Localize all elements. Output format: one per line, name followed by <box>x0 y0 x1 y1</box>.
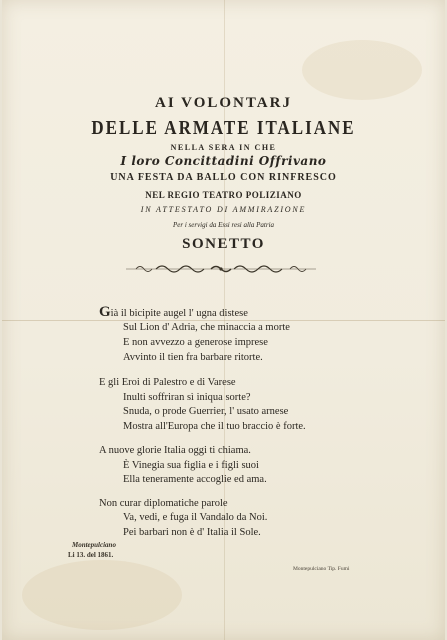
poem-form-title: SONETTO <box>182 236 265 252</box>
stanza-4-line-3: Pei barbari non è d' Italia il Sole. <box>123 527 261 538</box>
stanza-2-line-2: Inulti soffriran sì iniqua sorte? <box>123 392 251 403</box>
stanza-4-line-2: Va, vedi, e fuga il Vandalo da Noi. <box>123 512 268 523</box>
paper-stain <box>302 40 422 100</box>
subtitle-line-6: NEL REGIO TEATRO POLIZIANO <box>145 190 302 200</box>
stanza-2-line-4: Mostra all'Europa che il tuo braccio è forte. <box>123 421 306 432</box>
stanza-1-line-4: Avvinto il tien fra barbare ritorte. <box>123 352 263 363</box>
subtitle-line-4: I loro Concittadini Offrivano <box>120 154 327 168</box>
stanza-3-line-3: Ella teneramente accoglie ed ama. <box>123 474 267 485</box>
stanza-3-line-1: A nuove glorie Italia oggi ti chiama. <box>99 445 251 456</box>
subtitle-line-3: NELLA SERA IN CHE <box>170 143 277 152</box>
stanza-2-line-1: E gli Eroi di Palestro e di Varese <box>99 377 236 388</box>
drop-cap: G <box>99 304 111 320</box>
stanza-2-line-3: Snuda, o prode Guerrier, l' usato arnese <box>123 406 289 417</box>
stanza-1-line-3: E non avvezzo a generose imprese <box>123 337 268 348</box>
subtitle-line-8: Per i servigi da Essi resi alla Patria <box>172 221 275 229</box>
stanza-1-line-1: Già il bicipite augel l' ugna distese <box>99 304 248 320</box>
ornamental-rule <box>126 262 316 276</box>
printer-imprint: Montepulciano Tip. Fumi <box>293 566 350 572</box>
title-line-1: AI VOLONTARJ <box>155 95 292 111</box>
subtitle-line-5: UNA FESTA DA BALLO CON RINFRESCO <box>110 172 337 183</box>
subtitle-line-7: IN ATTESTATO DI AMMIRAZIONE <box>140 205 307 214</box>
place-of-issue: Montepulciano <box>72 541 116 549</box>
stanza-4-line-1: Non curar diplomatiche parole <box>99 498 228 509</box>
paper-stain <box>22 560 182 630</box>
stanza-1-line-2: Sul Lion d' Adria, che minaccia a morte <box>123 322 290 333</box>
broadside-sheet <box>2 0 445 640</box>
date-of-issue: Li 13. del 1861. <box>68 551 114 559</box>
title-line-2: DELLE ARMATE ITALIANE <box>91 116 356 139</box>
stanza-3-line-2: È Vinegia sua figlia e i figli suoi <box>123 460 259 471</box>
